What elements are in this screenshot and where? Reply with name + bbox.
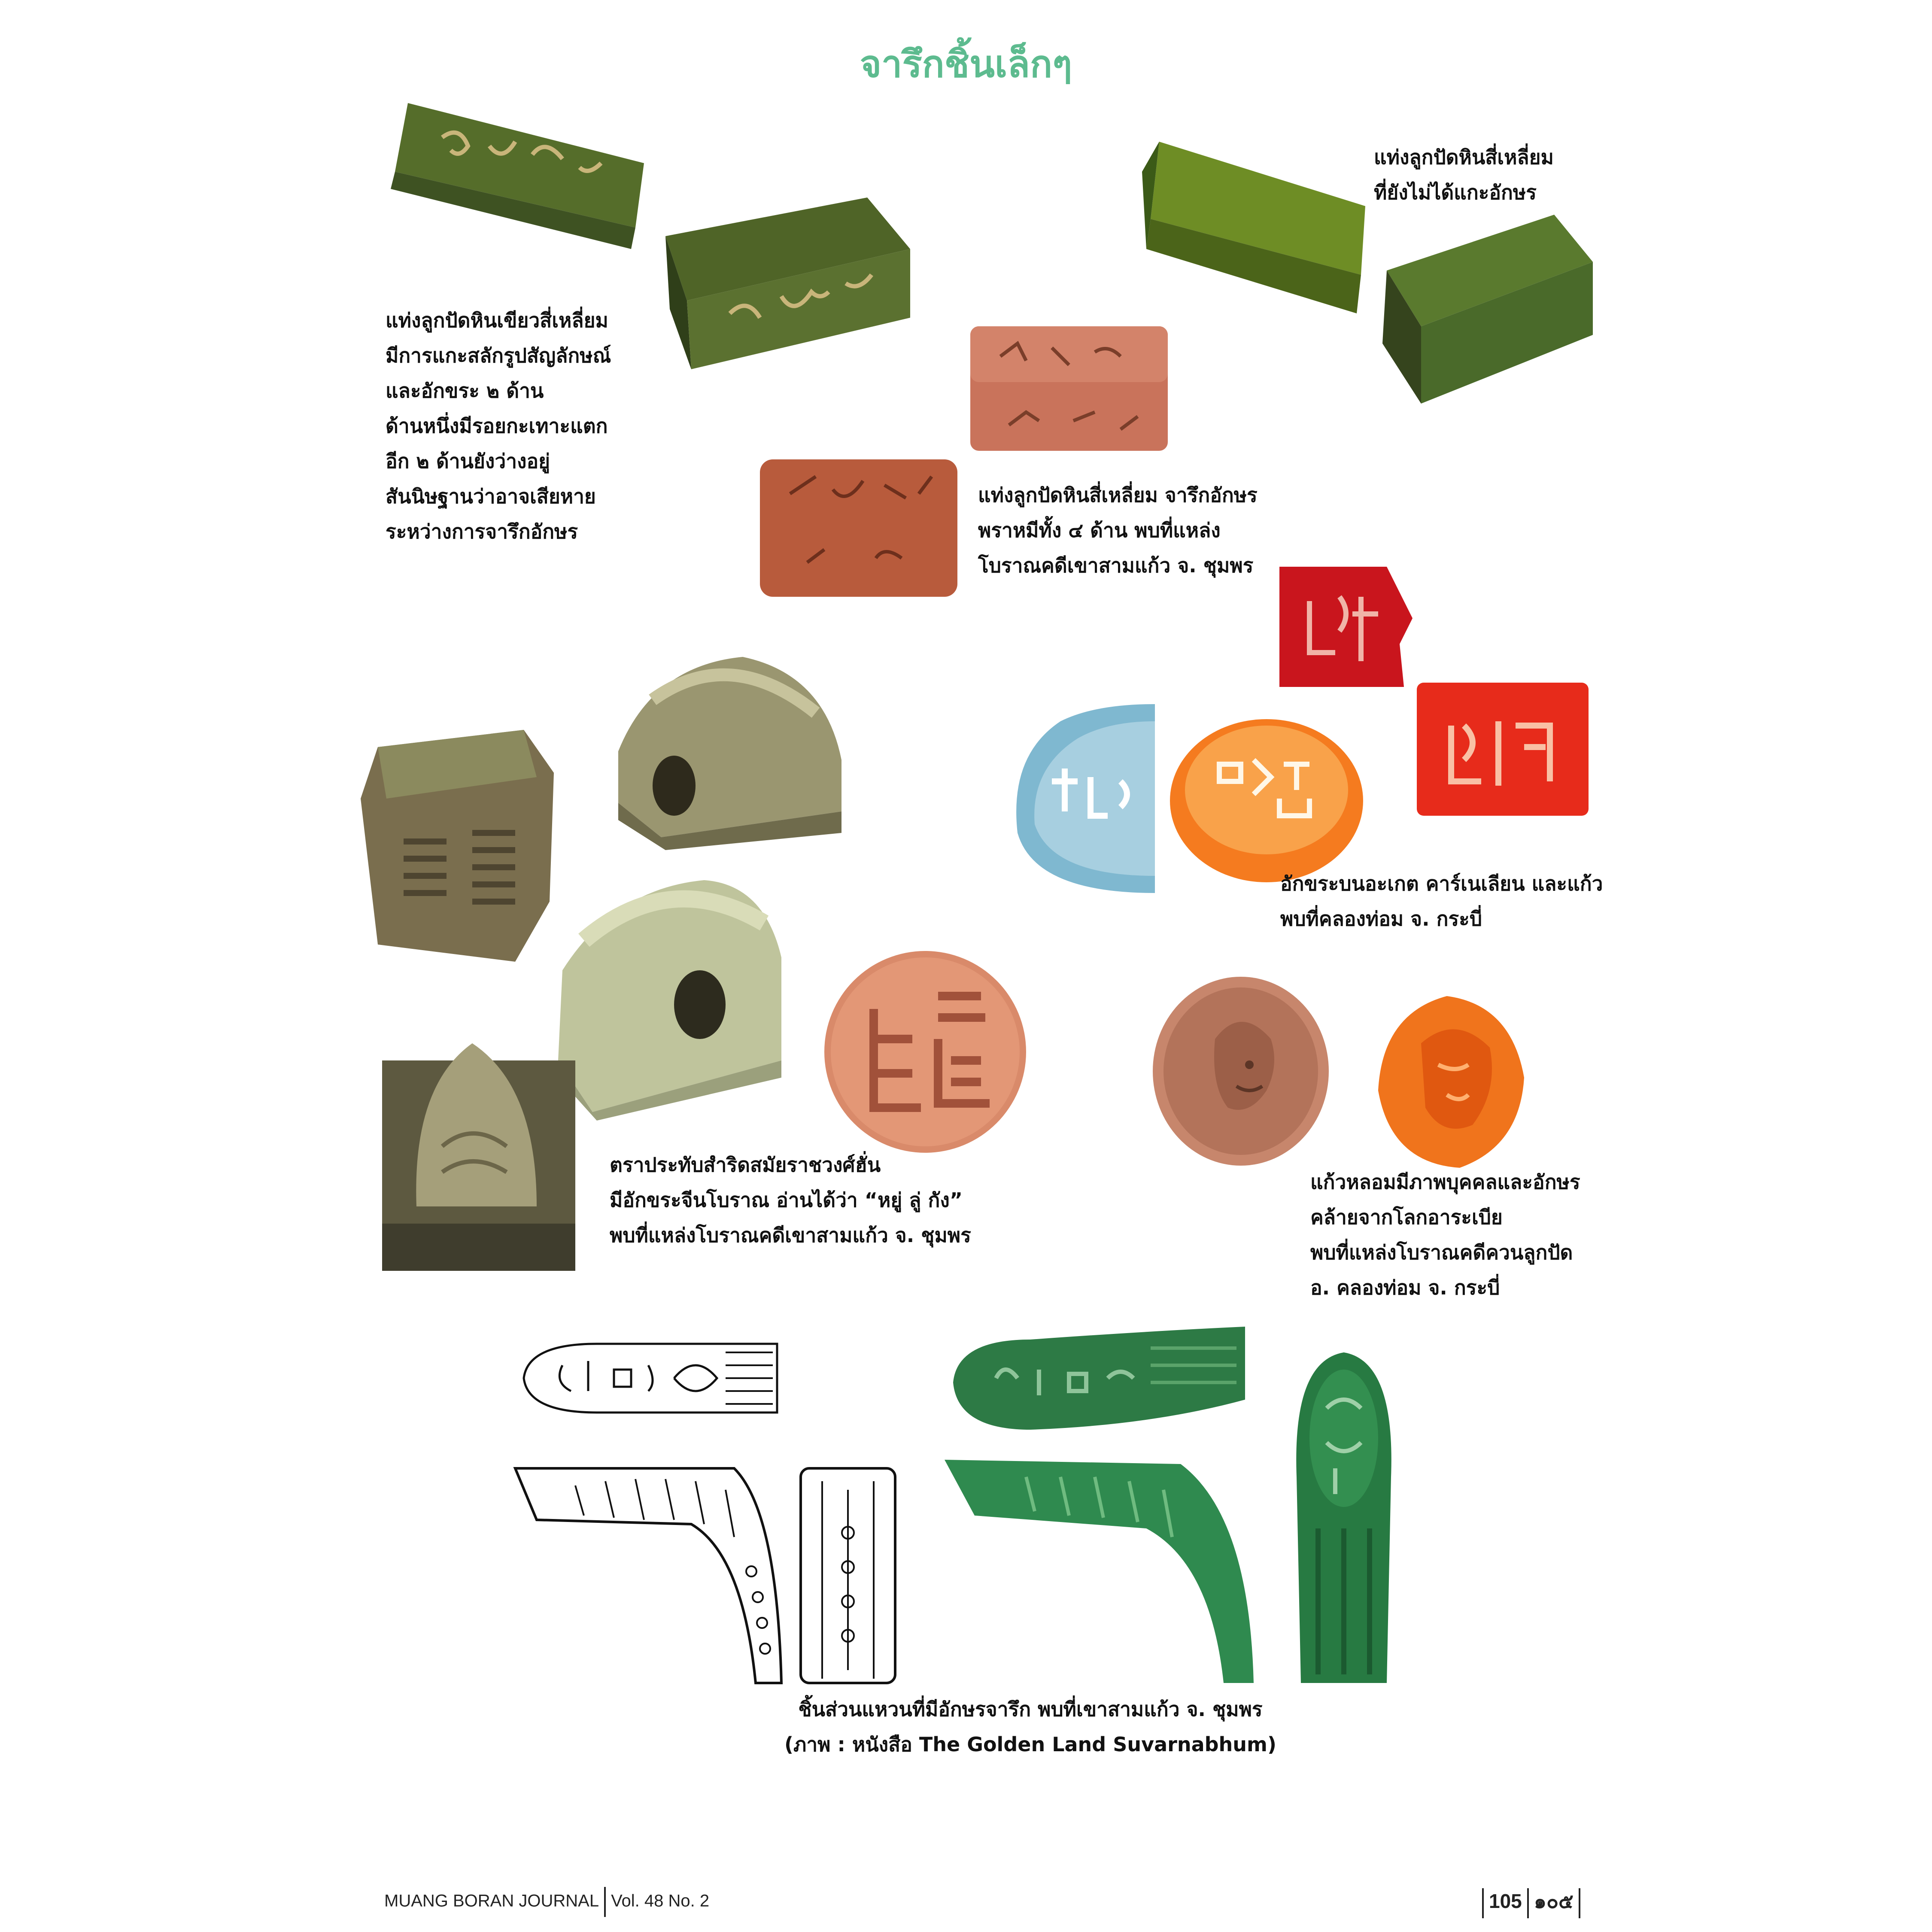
green-bead-2 (653, 189, 919, 378)
caption-line: สันนิษฐานว่าอาจเสียหาย (386, 485, 596, 508)
caption-brahmi-beads (978, 477, 1258, 583)
footer-right (1477, 1886, 1586, 1918)
page-number-thai: ๑๐๕ (1534, 1890, 1574, 1912)
caption-line: โบราณคดีเขาสามแก้ว จ. ชุมพร (978, 554, 1254, 577)
caption-blank-beads (1374, 140, 1554, 210)
journal-volume: Vol. 48 No. 2 (611, 1891, 710, 1911)
carnelian-fragment (1275, 562, 1417, 691)
footer-divider (1527, 1888, 1529, 1918)
caption-line: อ. คลองท่อม จ. กระบี่ (1310, 1276, 1500, 1299)
glass-portrait-orange (1374, 992, 1528, 1172)
caption-line: และอักขระ ๒ ด้าน (386, 379, 544, 402)
caption-line: แท่งลูกปัดหินเขียวสี่เหลี่ยม (386, 309, 608, 332)
ring-drawing-side (511, 1460, 786, 1687)
page-title: จารึกชิ้นเล็กๆ (860, 43, 1072, 86)
caption-line: พบที่แหล่งโบราณคดีเขาสามแก้ว จ. ชุมพร (610, 1224, 971, 1247)
caption-line: ที่ยังไม่ได้แกะอักษร (1374, 181, 1537, 204)
blue-glass-seal (1009, 704, 1159, 893)
caption-line: แท่งลูกปัดหินสี่เหลี่ยม จารึกอักษร (978, 483, 1258, 507)
carnelian-seal (1413, 678, 1593, 820)
jade-ring-top (945, 1322, 1254, 1443)
jade-ring-front (1288, 1348, 1400, 1692)
bronze-seal-4 (378, 1018, 580, 1275)
caption-ring (687, 1692, 1374, 1762)
caption-line: แท่งลูกปัดหินสี่เหลี่ยม (1374, 146, 1554, 169)
caption-line: คล้ายจากโลกอาระเบีย (1310, 1206, 1503, 1229)
footer-divider (1482, 1888, 1484, 1918)
caption-line: (ภาพ : หนังสือ The Golden Land Suvarnabhum) (784, 1733, 1277, 1756)
caption-han-seal (610, 1147, 971, 1253)
journal-name: MUANG BORAN JOURNAL (384, 1891, 599, 1911)
footer-divider (604, 1887, 606, 1917)
bronze-seal-3 (550, 872, 790, 1121)
caption-glass-portrait (1310, 1164, 1580, 1305)
caption-line: มีอักขระจีนโบราณ อ่านได้ว่า “หยู่ ลู่ กัง” (610, 1188, 963, 1212)
ring-drawing-front (796, 1464, 899, 1687)
caption-agate-glass (1280, 866, 1603, 936)
brahmi-bead-1 (966, 318, 1172, 464)
footer-left (384, 1887, 709, 1917)
caption-line: ระหว่างการจารึกอักษร (386, 520, 578, 543)
blank-bead-2 (1370, 206, 1610, 412)
caption-line: อีก ๒ ด้านยังว่างอยู่ (386, 450, 550, 473)
caption-line: ชิ้นส่วนแหวนที่มีอักษรจารึก พบที่เขาสามแก้ว จ. ชุมพร (798, 1698, 1263, 1721)
seal-impression-chinese (822, 949, 1028, 1155)
blank-bead-1 (1133, 133, 1374, 331)
caption-line: ตราประทับสำริดสมัยราชวงศ์ฮั่น (610, 1153, 881, 1176)
green-bead-1 (378, 99, 653, 279)
caption-line: พบที่แหล่งโบราณคดีควนลูกปัด (1310, 1241, 1573, 1264)
jade-ring-side (940, 1451, 1258, 1692)
caption-line: พบที่คลองท่อม จ. กระบี่ (1280, 907, 1482, 930)
caption-line: ด้านหนึ่งมีรอยกะเทาะแตก (386, 414, 608, 437)
bronze-seal-1 (352, 713, 567, 970)
ring-drawing-top (511, 1335, 786, 1421)
brahmi-bead-2 (756, 451, 962, 605)
caption-line: พราหมีทั้ง ๔ ด้าน พบที่แหล่ง (978, 519, 1221, 542)
bronze-seal-2 (601, 648, 850, 850)
footer-divider (1579, 1888, 1580, 1918)
caption-green-beads (386, 303, 611, 549)
agate-seal (1168, 708, 1365, 884)
caption-line: อักขระบนอะเกต คาร์เนเลียน และแก้ว (1280, 872, 1603, 895)
glass-portrait-clay (1151, 975, 1331, 1168)
caption-line: มีการแกะสลักรูปสัญลักษณ์ (386, 344, 611, 367)
page-number: 105 (1489, 1890, 1522, 1912)
caption-line: แก้วหลอมมีภาพบุคคลและอักษร (1310, 1170, 1580, 1194)
